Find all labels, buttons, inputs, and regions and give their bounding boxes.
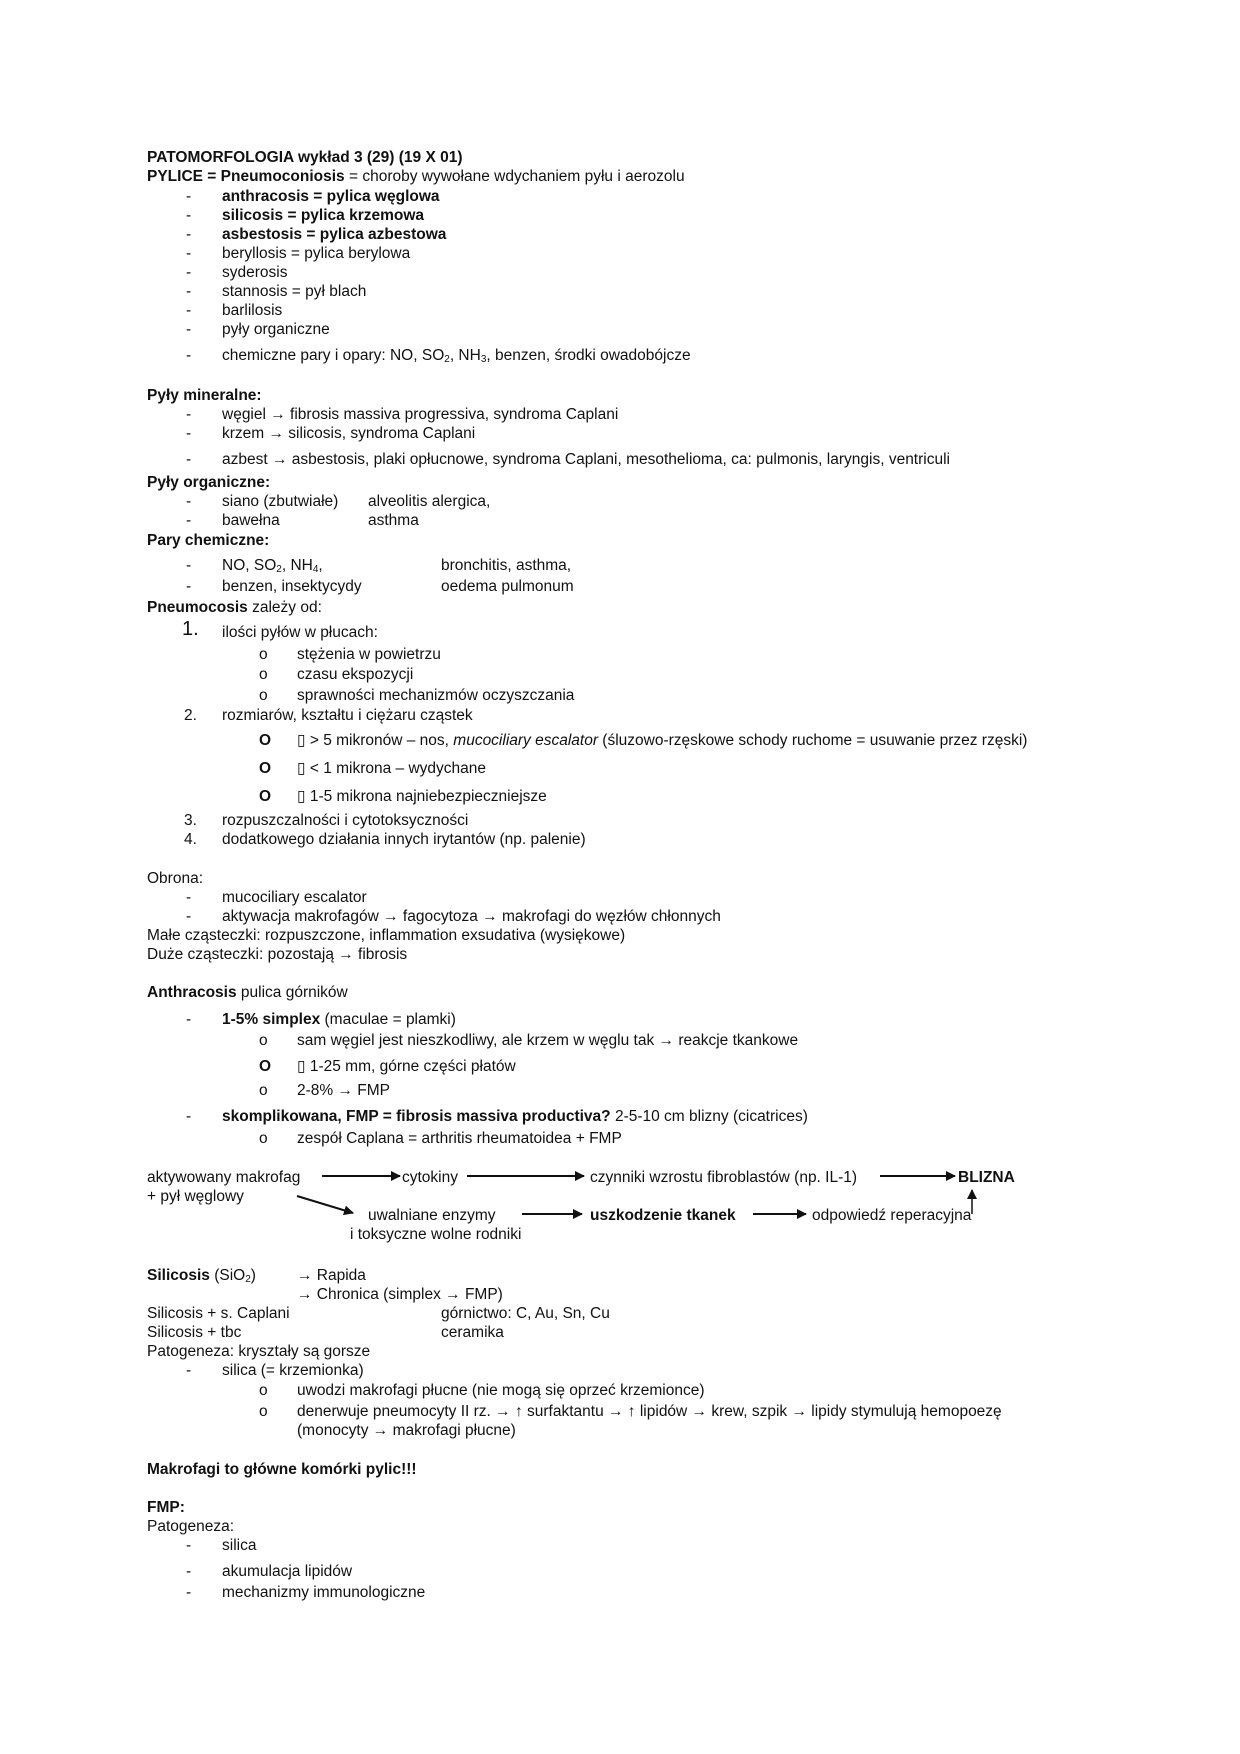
list-item: dodatkowego działania innych irytantów (np. palenie): [222, 831, 586, 848]
list-item: siano (zbutwiałe): [222, 493, 339, 510]
bullet-dash: -: [186, 493, 192, 510]
bullet-dash: -: [186, 321, 192, 338]
bullet-dash: -: [186, 283, 192, 300]
sub-item: ▯ < 1 mikrona – wydychane: [297, 760, 487, 777]
section-heading: Pyły organiczne:: [147, 474, 271, 491]
bullet-dash: -: [186, 889, 192, 906]
flow-blizna: BLIZNA: [958, 1169, 1015, 1186]
sub-item: 2-8% → FMP: [297, 1082, 391, 1099]
bullet-dash: -: [186, 188, 192, 205]
list-item: skomplikowana, FMP = fibrosis massiva productiva? 2-5-10 cm blizny (cicatrices): [222, 1108, 808, 1125]
text-line: Patogeneza: kryształy są gorsze: [147, 1343, 371, 1360]
list-item: pyły organiczne: [222, 321, 330, 338]
flow-cytokiny: cytokiny: [402, 1169, 458, 1186]
pylice-term: PYLICE = Pneumoconiosis: [147, 168, 345, 185]
flow-tissue-damage: uszkodzenie tkanek: [590, 1207, 736, 1224]
bullet-o: o: [259, 1382, 268, 1399]
list-item: silica (= krzemionka): [222, 1362, 364, 1379]
bullet-o: o: [259, 1130, 268, 1147]
list-item: ilości pyłów w płucach:: [222, 624, 378, 641]
bullet-dash: -: [186, 347, 192, 364]
list-number: 4.: [184, 831, 197, 848]
list-item-effect: bronchitis, asthma,: [441, 557, 572, 574]
bullet-O: O: [259, 788, 272, 805]
list-item: asbestosis = pylica azbestowa: [222, 226, 447, 243]
list-item: anthracosis = pylica węglowa: [222, 188, 440, 205]
text-line: Małe cząsteczki: rozpuszczone, inflammation exsudativa (wysiękowe): [147, 927, 626, 944]
sub-item: zespół Caplana = arthritis rheumatoidea + FMP: [297, 1130, 622, 1147]
list-item: benzen, insektycydy: [222, 578, 362, 595]
bullet-dash: -: [186, 1584, 192, 1601]
section-heading: Obrona:: [147, 870, 204, 887]
text-line: Duże cząsteczki: pozostają → fibrosis: [147, 946, 408, 963]
list-number: 1.: [182, 618, 199, 640]
bullet-o: o: [259, 687, 268, 704]
text-line: Silicosis + s. Caplani: [147, 1305, 290, 1322]
list-item: syderosis: [222, 264, 288, 281]
silicosis-chronica: → Chronica (simplex → FMP): [297, 1286, 503, 1303]
bullet-dash: -: [186, 406, 192, 423]
list-item: silica: [222, 1537, 257, 1554]
section-heading: Pyły mineralne:: [147, 387, 262, 404]
sub-item: stężenia w powietrzu: [297, 646, 441, 663]
bullet-dash: -: [186, 1563, 192, 1580]
bullet-dash: -: [186, 264, 192, 281]
section-heading: Anthracosis pulica górników: [147, 984, 348, 1001]
bullet-o: o: [259, 1032, 268, 1049]
text-line: Silicosis + tbc: [147, 1324, 242, 1341]
list-item: barlilosis: [222, 302, 283, 319]
sub-item: sam węgiel jest nieszkodliwy, ale krzem w węglu tak → reakcje tkankowe: [297, 1032, 799, 1049]
bullet-dash: -: [186, 1011, 192, 1028]
sub-item: ▯ 1-25 mm, górne części płatów: [297, 1058, 516, 1075]
list-item: węgiel → fibrosis massiva progressiva, syndroma Caplani: [222, 406, 619, 423]
flow-start: aktywowany makrofag: [147, 1169, 301, 1186]
bullet-dash: -: [186, 451, 192, 468]
flow-growth-factors: czynniki wzrostu fibroblastów (np. IL-1): [590, 1169, 858, 1186]
list-item: silicosis = pylica krzemowa: [222, 207, 425, 224]
bullet-dash: -: [186, 512, 192, 529]
list-item-effect: alveolitis alergica,: [368, 493, 491, 510]
sub-item: ▯ 1-5 mikrona najniebezpieczniejsze: [297, 788, 547, 805]
list-item: mucociliary escalator: [222, 889, 367, 906]
list-item: mechanizmy immunologiczne: [222, 1584, 426, 1601]
bullet-dash: -: [186, 557, 192, 574]
list-item: aktywacja makrofagów → fagocytoza → makrofagi do węzłów chłonnych: [222, 908, 721, 925]
list-item: NO, $SO_2$, $NH_4$,: [222, 557, 323, 575]
sub-item: czasu ekspozycji: [297, 666, 414, 683]
bullet-dash: -: [186, 578, 192, 595]
bullet-dash: -: [186, 302, 192, 319]
bullet-dash: -: [186, 245, 192, 262]
list-item: akumulacja lipidów: [222, 1563, 353, 1580]
section-heading: Pneumocosis zależy od:: [147, 599, 322, 616]
sub-item: sprawności mechanizmów oczyszczania: [297, 687, 575, 704]
sub-item-cont: (monocyty → makrofagi płucne): [297, 1422, 516, 1439]
bullet-O: O: [259, 760, 272, 777]
list-item: rozmiarów, kształtu i ciężaru cząstek: [222, 707, 473, 724]
document-title: PATOMORFOLOGIA wykład 3 (29) (19 X 01): [147, 149, 463, 166]
section-heading: FMP:: [147, 1499, 185, 1516]
list-item: bawełna: [222, 512, 280, 529]
bullet-o: o: [259, 666, 268, 683]
key-statement: Makrofagi to główne komórki pylic!!!: [147, 1461, 417, 1478]
list-item-effect: oedema pulmonum: [441, 578, 574, 595]
arrow-to-enzymes: [297, 1196, 353, 1213]
flow-repair: odpowiedź reperacyjna: [812, 1207, 972, 1224]
bullet-o: o: [259, 646, 268, 663]
bullet-dash: -: [186, 425, 192, 442]
silicosis-rapida: → Rapida: [297, 1267, 366, 1284]
bullet-o: o: [259, 1082, 268, 1099]
sub-item: denerwuje pneumocyty II rz. → ↑ surfaktantu → ↑ lipidów → krew, szpik → lipidy stymulują hemopoezę: [297, 1403, 1002, 1420]
pylice-meaning: = choroby wywołane wdychaniem pyłu i aerozolu: [344, 168, 685, 185]
list-item: 1-5% simplex (maculae = plamki): [222, 1011, 456, 1028]
text-line: ceramika: [441, 1324, 504, 1341]
bullet-O: O: [259, 1058, 272, 1075]
sub-item: uwodzi makrofagi płucne (nie mogą się oprzeć krzemionce): [297, 1382, 705, 1399]
bullet-dash: -: [186, 1362, 192, 1379]
bullet-o: o: [259, 1403, 268, 1420]
flow-start-2: + pył węglowy: [147, 1188, 244, 1205]
sub-item: ▯ > 5 mikronów – nos, mucociliary escalator (śluzowo-rzęskowe schody ruchome = usuwanie przez rzęski): [297, 732, 1028, 749]
list-item: rozpuszczalności i cytotoksyczności: [222, 812, 469, 829]
list-number: 2.: [184, 707, 197, 724]
bullet-O: O: [259, 732, 272, 749]
list-item: beryllosis = pylica berylowa: [222, 245, 411, 262]
bullet-dash: -: [186, 908, 192, 925]
bullet-dash: -: [186, 1537, 192, 1554]
flow-radicals: i toksyczne wolne rodniki: [350, 1226, 522, 1243]
bullet-dash: -: [186, 207, 192, 224]
list-number: 3.: [184, 812, 197, 829]
list-item-chemical: chemiczne pary i opary: NO, $SO_2$, $NH_3$, benzen, środki owadobójcze: [222, 347, 691, 365]
text-line: górnictwo: C, Au, Sn, Cu: [441, 1305, 610, 1322]
text-line: Patogeneza:: [147, 1518, 235, 1535]
section-heading: Silicosis (SiO$_2$): [147, 1267, 256, 1285]
flow-enzymes: uwalniane enzymy: [368, 1207, 496, 1224]
bullet-dash: -: [186, 1108, 192, 1125]
list-item: azbest → asbestosis, plaki opłucnowe, syndroma Caplani, mesothelioma, ca: pulmonis, laryngis, ventriculi: [222, 451, 950, 468]
section-heading: Pary chemiczne:: [147, 532, 270, 549]
list-item: krzem → silicosis, syndroma Caplani: [222, 425, 476, 442]
list-item-effect: asthma: [368, 512, 419, 529]
list-item: stannosis = pył blach: [222, 283, 367, 300]
bullet-dash: -: [186, 226, 192, 243]
